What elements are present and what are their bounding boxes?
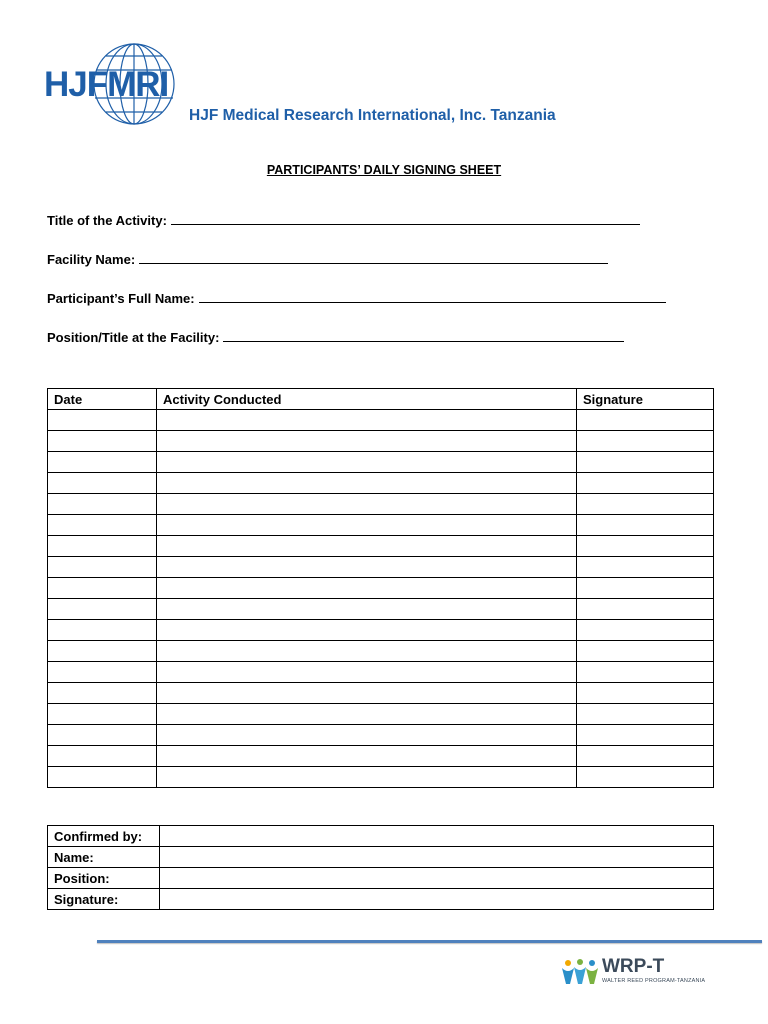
- signature-cell[interactable]: [577, 536, 714, 557]
- table-row: [48, 452, 714, 473]
- column-header-date: Date: [48, 389, 157, 410]
- activity-cell[interactable]: [157, 452, 577, 473]
- date-cell[interactable]: [48, 704, 157, 725]
- logo-wordmark: HJFMRI: [44, 65, 169, 104]
- table-row: [48, 557, 714, 578]
- date-cell[interactable]: [48, 473, 157, 494]
- date-cell[interactable]: [48, 536, 157, 557]
- activity-cell[interactable]: [157, 725, 577, 746]
- table-row: [48, 473, 714, 494]
- activity-cell[interactable]: [157, 515, 577, 536]
- signature-cell[interactable]: [577, 641, 714, 662]
- wrp-t-subtitle: WALTER REED PROGRAM-TANZANIA: [602, 978, 706, 984]
- date-cell[interactable]: [48, 662, 157, 683]
- table-row: [48, 889, 714, 910]
- signature-label: Signature:: [48, 889, 160, 910]
- table-row: [48, 826, 714, 847]
- field-label: Title of the Activity:: [47, 213, 167, 228]
- signature-cell[interactable]: [577, 620, 714, 641]
- activity-title-input-line[interactable]: [171, 223, 640, 225]
- organization-name: HJF Medical Research International, Inc. Tanzania: [189, 107, 556, 124]
- signature-cell[interactable]: [577, 725, 714, 746]
- activity-cell[interactable]: [157, 494, 577, 515]
- table-row: [48, 725, 714, 746]
- table-row: [48, 662, 714, 683]
- table-row: [48, 515, 714, 536]
- date-cell[interactable]: [48, 746, 157, 767]
- confirmed-by-cell[interactable]: [160, 826, 714, 847]
- date-cell[interactable]: [48, 725, 157, 746]
- signature-cell[interactable]: [577, 767, 714, 788]
- people-icon: [560, 958, 600, 986]
- signature-cell[interactable]: [577, 683, 714, 704]
- date-cell[interactable]: [48, 683, 157, 704]
- confirmation-table: [47, 825, 714, 910]
- field-label: Participant’s Full Name:: [47, 291, 195, 306]
- date-cell[interactable]: [48, 452, 157, 473]
- field-position-title: [47, 330, 624, 345]
- activity-cell[interactable]: [157, 683, 577, 704]
- signature-cell[interactable]: [577, 578, 714, 599]
- position-title-input-line[interactable]: [223, 340, 624, 342]
- activity-cell[interactable]: [157, 746, 577, 767]
- field-participant-name: [47, 291, 666, 306]
- signature-cell[interactable]: [577, 410, 714, 431]
- signature-cell[interactable]: [160, 889, 714, 910]
- facility-name-input-line[interactable]: [139, 262, 608, 264]
- signature-cell[interactable]: [577, 431, 714, 452]
- position-cell[interactable]: [160, 868, 714, 889]
- confirmed-by-label: Confirmed by:: [48, 826, 160, 847]
- table-row: [48, 536, 714, 557]
- hjfmri-logo: [44, 42, 184, 126]
- table-row: [48, 847, 714, 868]
- activity-cell[interactable]: [157, 557, 577, 578]
- date-cell[interactable]: [48, 767, 157, 788]
- table-row: [48, 704, 714, 725]
- sheet-title: PARTICIPANTS’ DAILY SIGNING SHEET: [266, 163, 502, 177]
- table-row: [48, 620, 714, 641]
- activity-cell[interactable]: [157, 473, 577, 494]
- date-cell[interactable]: [48, 578, 157, 599]
- table-row: [48, 494, 714, 515]
- column-header-activity: Activity Conducted: [157, 389, 577, 410]
- log-table-body: [48, 410, 714, 788]
- signature-cell[interactable]: [577, 704, 714, 725]
- activity-cell[interactable]: [157, 431, 577, 452]
- footer-divider: [97, 940, 762, 943]
- date-cell[interactable]: [48, 599, 157, 620]
- table-row: [48, 431, 714, 452]
- signature-cell[interactable]: [577, 452, 714, 473]
- signature-cell[interactable]: [577, 515, 714, 536]
- date-cell[interactable]: [48, 515, 157, 536]
- activity-cell[interactable]: [157, 767, 577, 788]
- activity-cell[interactable]: [157, 662, 577, 683]
- signature-cell[interactable]: [577, 494, 714, 515]
- activity-cell[interactable]: [157, 620, 577, 641]
- signature-cell[interactable]: [577, 599, 714, 620]
- table-row: [48, 578, 714, 599]
- signature-cell[interactable]: [577, 662, 714, 683]
- activity-cell[interactable]: [157, 641, 577, 662]
- date-cell[interactable]: [48, 557, 157, 578]
- field-activity-title: [47, 213, 640, 228]
- column-header-signature: Signature: [577, 389, 714, 410]
- signature-cell[interactable]: [577, 473, 714, 494]
- position-label: Position:: [48, 868, 160, 889]
- wrp-t-logo: [560, 956, 720, 990]
- table-row: [48, 599, 714, 620]
- name-cell[interactable]: [160, 847, 714, 868]
- table-row: [48, 868, 714, 889]
- wrp-t-wordmark: WRP-T: [602, 956, 665, 977]
- field-label: Position/Title at the Facility:: [47, 330, 220, 345]
- date-cell[interactable]: [48, 620, 157, 641]
- signature-cell[interactable]: [577, 557, 714, 578]
- date-cell[interactable]: [48, 410, 157, 431]
- table-row: [48, 641, 714, 662]
- date-cell[interactable]: [48, 494, 157, 515]
- table-row: [48, 683, 714, 704]
- activity-cell[interactable]: [157, 410, 577, 431]
- table-row: [48, 746, 714, 767]
- participant-name-input-line[interactable]: [199, 301, 666, 303]
- name-label: Name:: [48, 847, 160, 868]
- field-facility-name: [47, 252, 608, 267]
- signature-cell[interactable]: [577, 746, 714, 767]
- field-label: Facility Name:: [47, 252, 136, 267]
- daily-log-table: [47, 388, 714, 788]
- date-cell[interactable]: [48, 641, 157, 662]
- table-row: [48, 410, 714, 431]
- activity-cell[interactable]: [157, 536, 577, 557]
- date-cell[interactable]: [48, 431, 157, 452]
- activity-cell[interactable]: [157, 578, 577, 599]
- table-row: [48, 767, 714, 788]
- activity-cell[interactable]: [157, 704, 577, 725]
- activity-cell[interactable]: [157, 599, 577, 620]
- table-header-row: [48, 389, 714, 410]
